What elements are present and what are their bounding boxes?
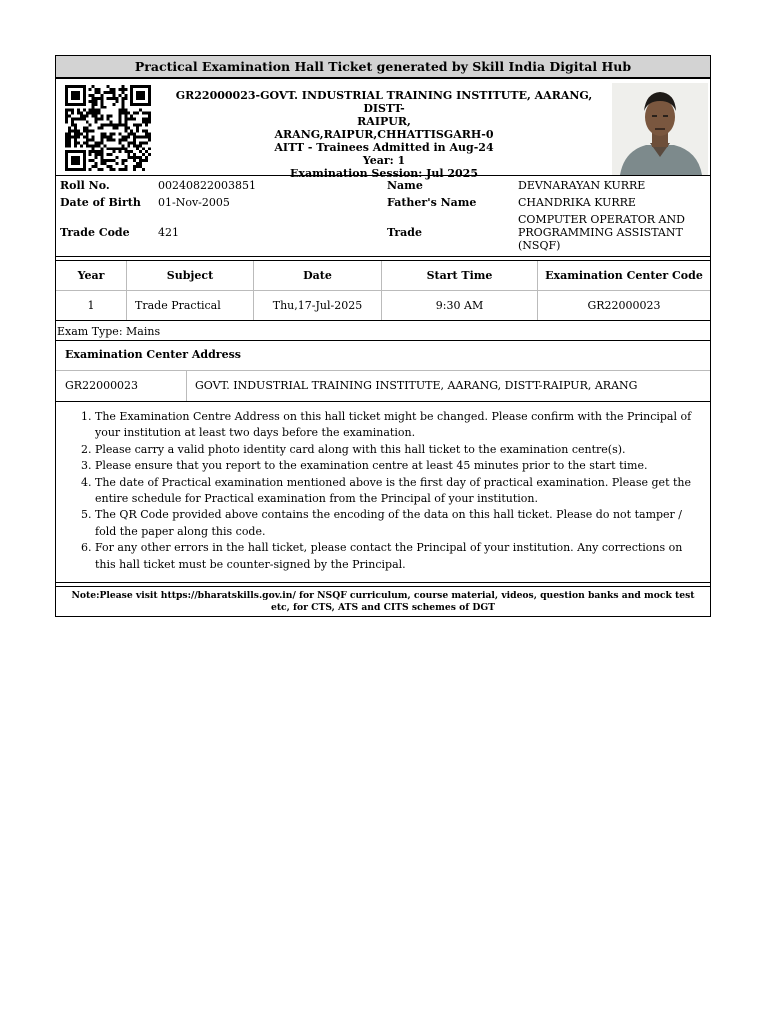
col-header-start-time: Start Time (382, 261, 538, 291)
cell-start-time: 9:30 AM (382, 291, 538, 321)
year-line: Year: 1 (362, 154, 406, 167)
footer-note: Note:Please visit https://bharatskills.gov.in/ for NSQF curriculum, course material, videos, question banks and mock test etc, for CTS, ATS and CITS schemes of DGT (56, 586, 710, 613)
institute-line-1: GR22000023-GOVT. INDUSTRIAL TRAINING INSTITUTE, AARANG, DISTT- (175, 89, 593, 115)
qr-code-icon (63, 85, 153, 171)
instruction-item: 2. Please carry a valid photo identity card along with this hall ticket to the examination centre(s). (95, 442, 700, 458)
ticket-title: Practical Examination Hall Ticket generated by Skill India Digital Hub (56, 56, 710, 79)
cell-subject: Trade Practical (127, 291, 254, 321)
trade-code-label: Trade Code (60, 226, 130, 239)
institute-block (161, 89, 607, 180)
address-text: GOVT. INDUSTRIAL TRAINING INSTITUTE, AARANG, DISTT-RAIPUR, ARANG (195, 379, 638, 392)
candidate-photo (612, 83, 708, 175)
exam-schedule-table (56, 260, 710, 321)
dob-value: 01-Nov-2005 (158, 196, 230, 209)
instruction-item: 5. The QR Code provided above contains the encoding of the data on this hall ticket. Please do not tamper / fold the paper along this code. (95, 507, 700, 540)
instruction-item: 3. Please ensure that you report to the examination centre at least 45 minutes prior to the start time. (95, 458, 700, 474)
trade-code-value: 421 (158, 226, 179, 239)
cell-center-code: GR22000023 (538, 291, 711, 321)
name-label: Name (387, 179, 423, 192)
trade-label: Trade (387, 226, 422, 239)
col-header-date: Date (254, 261, 382, 291)
batch-line: AITT - Trainees Admitted in Aug-24 (274, 141, 494, 154)
table-row (56, 291, 710, 321)
trade-value: COMPUTER OPERATOR AND PROGRAMMING ASSISTANT (NSQF) (518, 213, 685, 252)
address-heading: Examination Center Address (56, 341, 710, 371)
hall-ticket (55, 55, 711, 617)
roll-label: Roll No. (60, 179, 110, 192)
name-value: DEVNARAYAN KURRE (518, 179, 646, 192)
roll-value: 00240822003851 (158, 179, 256, 192)
candidate-details (56, 176, 710, 257)
session-line: Examination Session: Jul 2025 (290, 167, 478, 180)
col-header-subject: Subject (127, 261, 254, 291)
institute-line-3: ARANG,RAIPUR,CHHATTISGARH-0 (274, 128, 494, 141)
instructions-list (56, 402, 710, 583)
instruction-item: 1. The Examination Centre Address on this hall ticket might be changed. Please confirm with the Principal of your institution at least two days before the examination. (95, 409, 700, 442)
ticket-header (56, 79, 710, 180)
cell-year: 1 (87, 299, 95, 312)
address-center-code: GR22000023 (56, 371, 187, 401)
institute-line-2: RAIPUR, (357, 115, 411, 128)
exam-type: Exam Type: Mains (56, 321, 710, 341)
father-value: CHANDRIKA KURRE (518, 196, 636, 209)
instruction-item: 4. The date of Practical examination mentioned above is the first day of practical examination. Please get the entire schedule for Practical examination from the Principal of your institution. (95, 475, 700, 508)
col-header-year: Year (56, 261, 127, 291)
cell-date: Thu,17-Jul-2025 (254, 291, 382, 321)
address-row (56, 371, 710, 402)
col-header-center-code: Examination Center Code (538, 261, 711, 291)
dob-label: Date of Birth (60, 196, 141, 209)
instruction-item: 6. For any other errors in the hall ticket, please contact the Principal of your institution. Any corrections on this hall ticket must be counter-signed by the Principal. (95, 540, 700, 573)
father-label: Father's Name (387, 196, 477, 209)
